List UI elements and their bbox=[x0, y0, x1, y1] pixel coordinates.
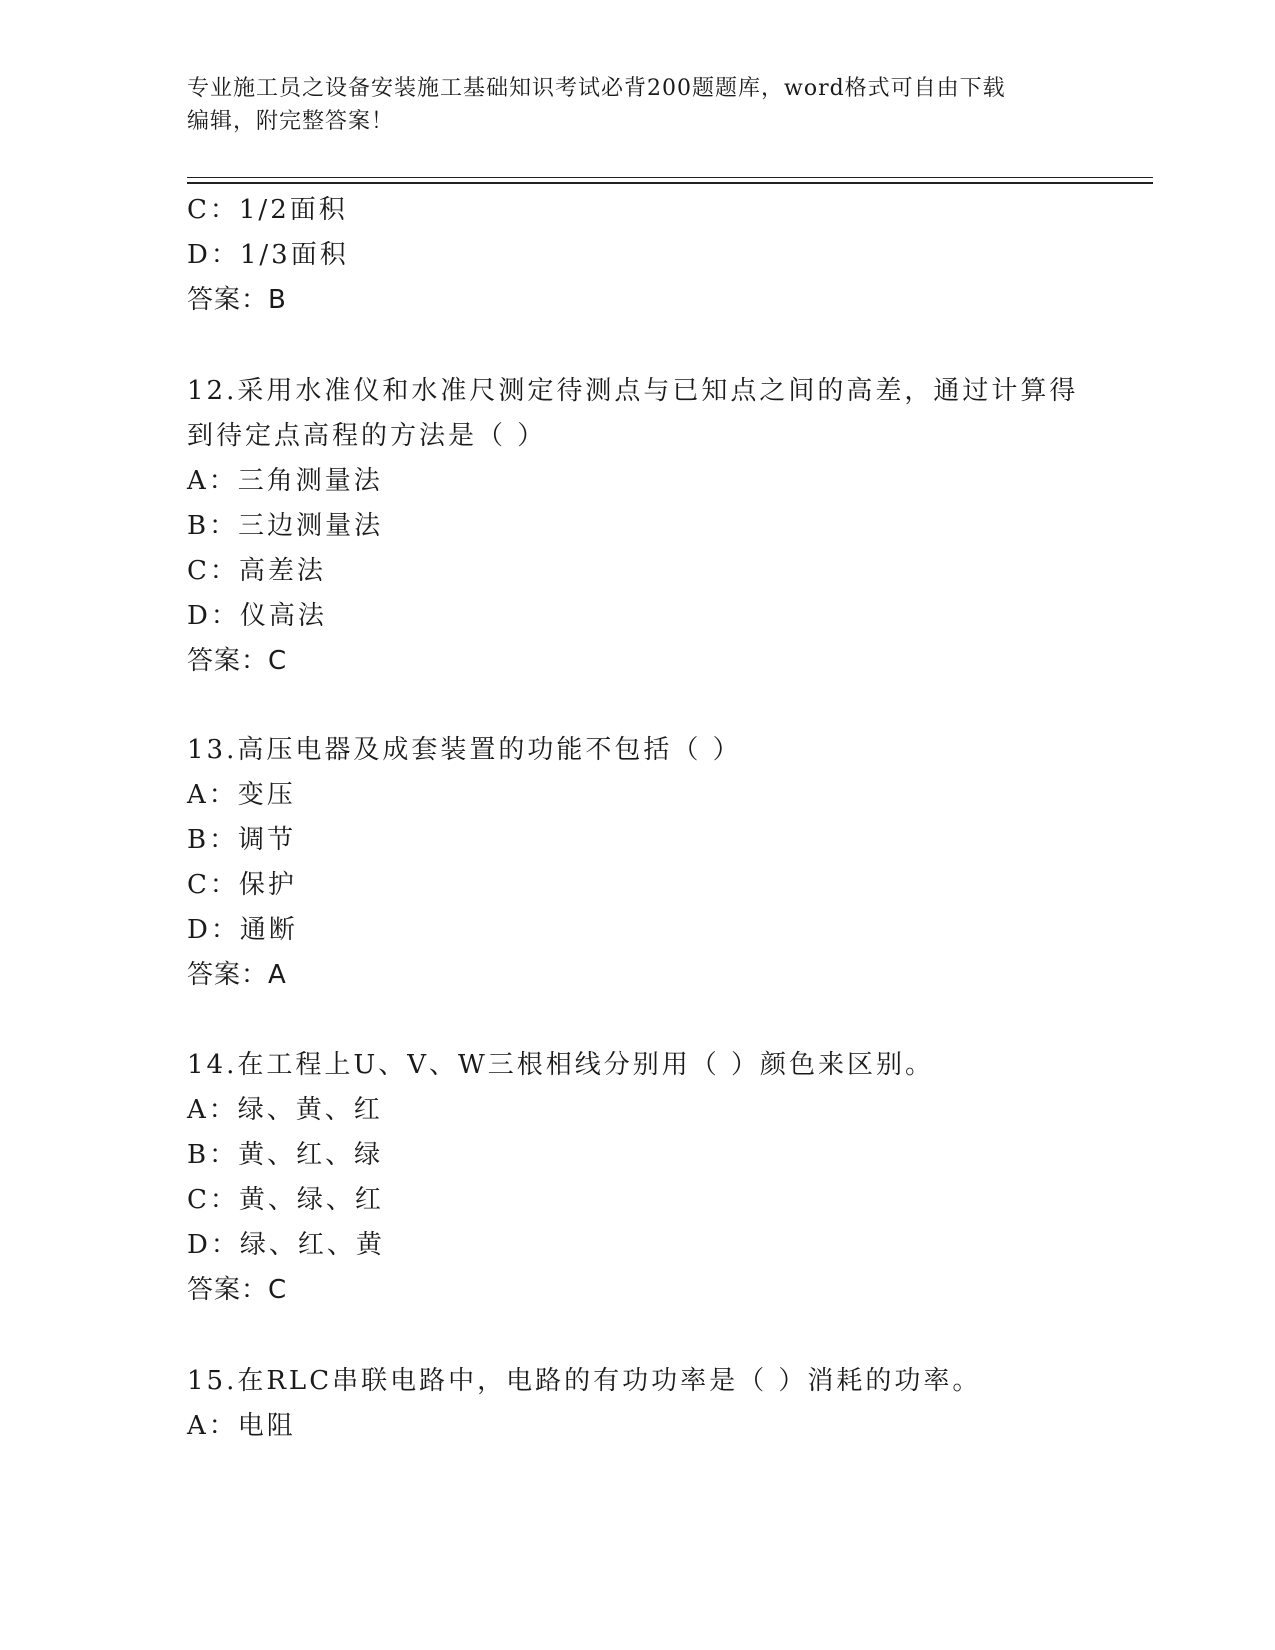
q11-option-c: C：1/2面积 bbox=[187, 195, 348, 225]
q14-option-a: A：绿、黄、红 bbox=[187, 1095, 383, 1125]
q12-option-b: B：三边测量法 bbox=[187, 511, 384, 541]
q15-option-a: A：电阻 bbox=[187, 1411, 296, 1441]
q14-option-b: B：黄、红、绿 bbox=[187, 1140, 384, 1170]
q11-answer: 答案：B bbox=[187, 285, 287, 315]
q14-answer: 答案：C bbox=[187, 1275, 288, 1305]
q12-answer: 答案：C bbox=[187, 646, 288, 676]
header-line-2: 编辑，附完整答案！ bbox=[187, 109, 395, 134]
q13-answer: 答案：A bbox=[187, 960, 287, 990]
header-divider-thick bbox=[187, 182, 1153, 184]
q13-option-b: B：调节 bbox=[187, 825, 297, 855]
q14-stem: 14.在工程上U、V、W三根相线分别用（ ）颜色来区别。 bbox=[187, 1050, 935, 1080]
q14-option-d: D：绿、红、黄 bbox=[187, 1230, 385, 1260]
header-divider-thin bbox=[187, 177, 1153, 178]
q13-stem: 13.高压电器及成套装置的功能不包括（ ） bbox=[187, 735, 742, 765]
document-header bbox=[187, 72, 1087, 138]
q11-option-d: D：1/3面积 bbox=[187, 240, 349, 270]
q15-stem: 15.在RLC串联电路中，电路的有功功率是（ ）消耗的功率。 bbox=[187, 1366, 982, 1396]
q12-option-a: A：三角测量法 bbox=[187, 466, 383, 496]
header-line-1: 专业施工员之设备安装施工基础知识考试必背200题题库，word格式可自由下载 bbox=[187, 76, 1006, 101]
q12-stem-line-2: 到待定点高程的方法是（ ） bbox=[187, 421, 547, 451]
q13-option-d: D：通断 bbox=[187, 915, 298, 945]
q13-option-c: C：保护 bbox=[187, 870, 297, 900]
q13-option-a: A：变压 bbox=[187, 780, 296, 810]
q14-option-c: C：黄、绿、红 bbox=[187, 1185, 384, 1215]
q12-option-c: C：高差法 bbox=[187, 556, 326, 586]
q12-option-d: D：仪高法 bbox=[187, 601, 327, 631]
q12-stem-line-1: 12.采用水准仪和水准尺测定待测点与已知点之间的高差，通过计算得 bbox=[187, 376, 1079, 406]
